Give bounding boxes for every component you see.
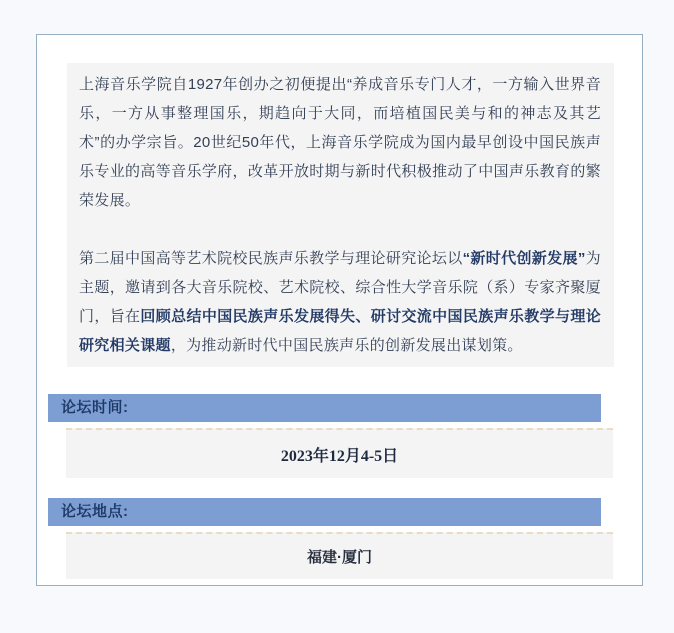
forum-time-header-bar [48, 394, 601, 422]
forum-theme-bold-text: “新时代创新发展” [462, 250, 586, 267]
forum-time-label: 论坛时间: [61, 399, 129, 416]
forum-location-value-box [66, 532, 613, 579]
paragraph-2-tail: ，为推动新时代中国民族声乐的创新发展出谋划策。 [170, 337, 523, 354]
article-container [36, 34, 643, 586]
forum-date-value: 2023年12月4-5日 [280, 447, 399, 465]
forum-location-header-bar [48, 498, 601, 526]
forum-location-value: 福建·厦门 [307, 549, 372, 566]
forum-time-value-box [66, 428, 613, 478]
paragraph-school-history: 上海音乐学院自1927年创办之初便提出“养成音乐专门人才，一方输入世界音乐，一方从事整理国乐，期趋向于大同，而培植国民美与和的神志及其艺术”的办学宗旨。20世纪50年代，上海音乐学院成为国内最早创设中国民族声乐专业的高等音乐学府，改革开放时期与新时代积极推动了中国声乐教育的繁荣发展。 [79, 76, 601, 209]
forum-location-label: 论坛地点: [61, 503, 129, 520]
paragraph-2-lead: 第二届中国高等艺术院校民族声乐教学与理论研究论坛以 [79, 250, 463, 267]
forum-topics-bold-text: 回顾总结中国民族声乐发展得失、研讨交流中国民族声乐教学与理论研究相关课题 [79, 308, 601, 354]
intro-text-box [67, 63, 614, 367]
paragraph-forum-theme [79, 244, 601, 360]
paragraph-2-mid: 为主题，邀请到各大音乐院校、艺术院校、综合性大学音乐院（系）专家齐聚厦门，旨在 [79, 250, 601, 325]
